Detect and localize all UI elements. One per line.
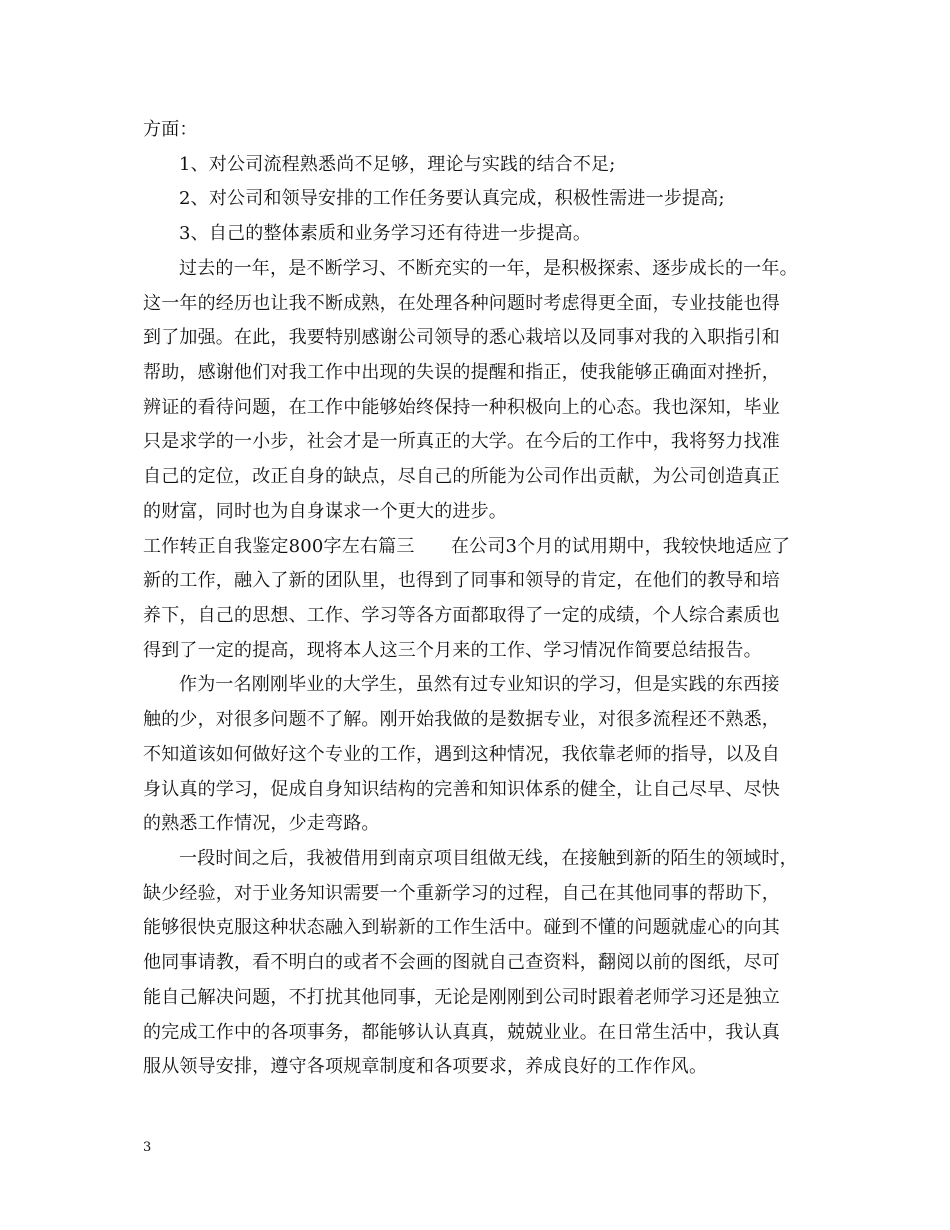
text-line: 服从领导安排，遵守各项规章制度和各项要求，养成良好的工作作风。 bbox=[143, 1056, 708, 1077]
list-item: 2、对公司和领导安排的工作任务要认真完成，积极性需进一步提高; bbox=[179, 188, 725, 209]
paragraph-first-line: 过去的一年，是不断学习、不断充实的一年，是积极探索、逐步成长的一年。 bbox=[179, 258, 798, 279]
text-line: 辨证的看待问题，在工作中能够始终保持一种积极向上的心态。我也深知，毕业 bbox=[143, 397, 780, 418]
text-line: 能够很快克服这种状态融入到崭新的工作生活中。碰到不懂的问题就虚心的向其 bbox=[143, 917, 780, 938]
text-line: 不知道该如何做好这个专业的工作，遇到这种情况，我依靠老师的指导，以及自 bbox=[143, 744, 780, 765]
section-heading-line: 工作转正自我鉴定800字左右篇三 在公司3个月的试用期中，我较快地适应了 bbox=[143, 536, 791, 557]
paragraph-first-line: 一段时间之后，我被借用到南京项目组做无线，在接触到新的陌生的领域时， bbox=[179, 848, 798, 869]
page-number: 3 bbox=[143, 1140, 152, 1155]
text-line: 触的少，对很多问题不了解。刚开始我做的是数据专业，对很多流程还不熟悉， bbox=[143, 709, 780, 730]
text-line: 的完成工作中的各项事务，都能够认认真真，兢兢业业。在日常生活中，我认真 bbox=[143, 1022, 780, 1043]
text-line: 的熟悉工作情况，少走弯路。 bbox=[143, 813, 380, 834]
list-item: 1、对公司流程熟悉尚不足够，理论与实践的结合不足; bbox=[179, 154, 616, 175]
text-line: 自己的定位，改正自身的缺点，尽自己的所能为公司作出贡献，为公司创造真正 bbox=[143, 466, 780, 487]
paragraph-first-line: 作为一名刚刚毕业的大学生，虽然有过专业知识的学习，但是实践的东西接 bbox=[179, 674, 780, 695]
text-line: 新的工作，融入了新的团队里，也得到了同事和领导的肯定，在他们的教导和培 bbox=[143, 570, 780, 591]
list-item: 3、自己的整体素质和业务学习还有待进一步提高。 bbox=[179, 223, 592, 244]
text-line: 缺少经验，对于业务知识需要一个重新学习的过程，自己在其他同事的帮助下， bbox=[143, 883, 780, 904]
text-line: 得到了一定的提高，现将本人这三个月来的工作、学习情况作简要总结报告。 bbox=[143, 640, 762, 661]
text-line: 他同事请教，看不明白的或者不会画的图就自己查资料，翻阅以前的图纸，尽可 bbox=[143, 952, 780, 973]
text-line: 的财富，同时也为自身谋求一个更大的进步。 bbox=[143, 501, 507, 522]
text-line: 帮助，感谢他们对我工作中出现的失误的提醒和指正，使我能够正确面对挫折， bbox=[143, 362, 780, 383]
text-line: 方面： bbox=[143, 119, 198, 140]
text-line: 这一年的经历也让我不断成熟，在处理各种问题时考虑得更全面，专业技能也得 bbox=[143, 293, 780, 314]
text-line: 到了加强。在此，我要特别感谢公司领导的悉心栽培以及同事对我的入职指引和 bbox=[143, 327, 780, 348]
text-line: 身认真的学习，促成自身知识结构的完善和知识体系的健全，让自己尽早、尽快 bbox=[143, 779, 780, 800]
text-line: 养下，自己的思想、工作、学习等各方面都取得了一定的成绩，个人综合素质也 bbox=[143, 605, 780, 626]
text-line: 能自己解决问题，不打扰其他同事，无论是刚刚到公司时跟着老师学习还是独立 bbox=[143, 987, 780, 1008]
text-line: 只是求学的一小步，社会才是一所真正的大学。在今后的工作中，我将努力找准 bbox=[143, 431, 780, 452]
